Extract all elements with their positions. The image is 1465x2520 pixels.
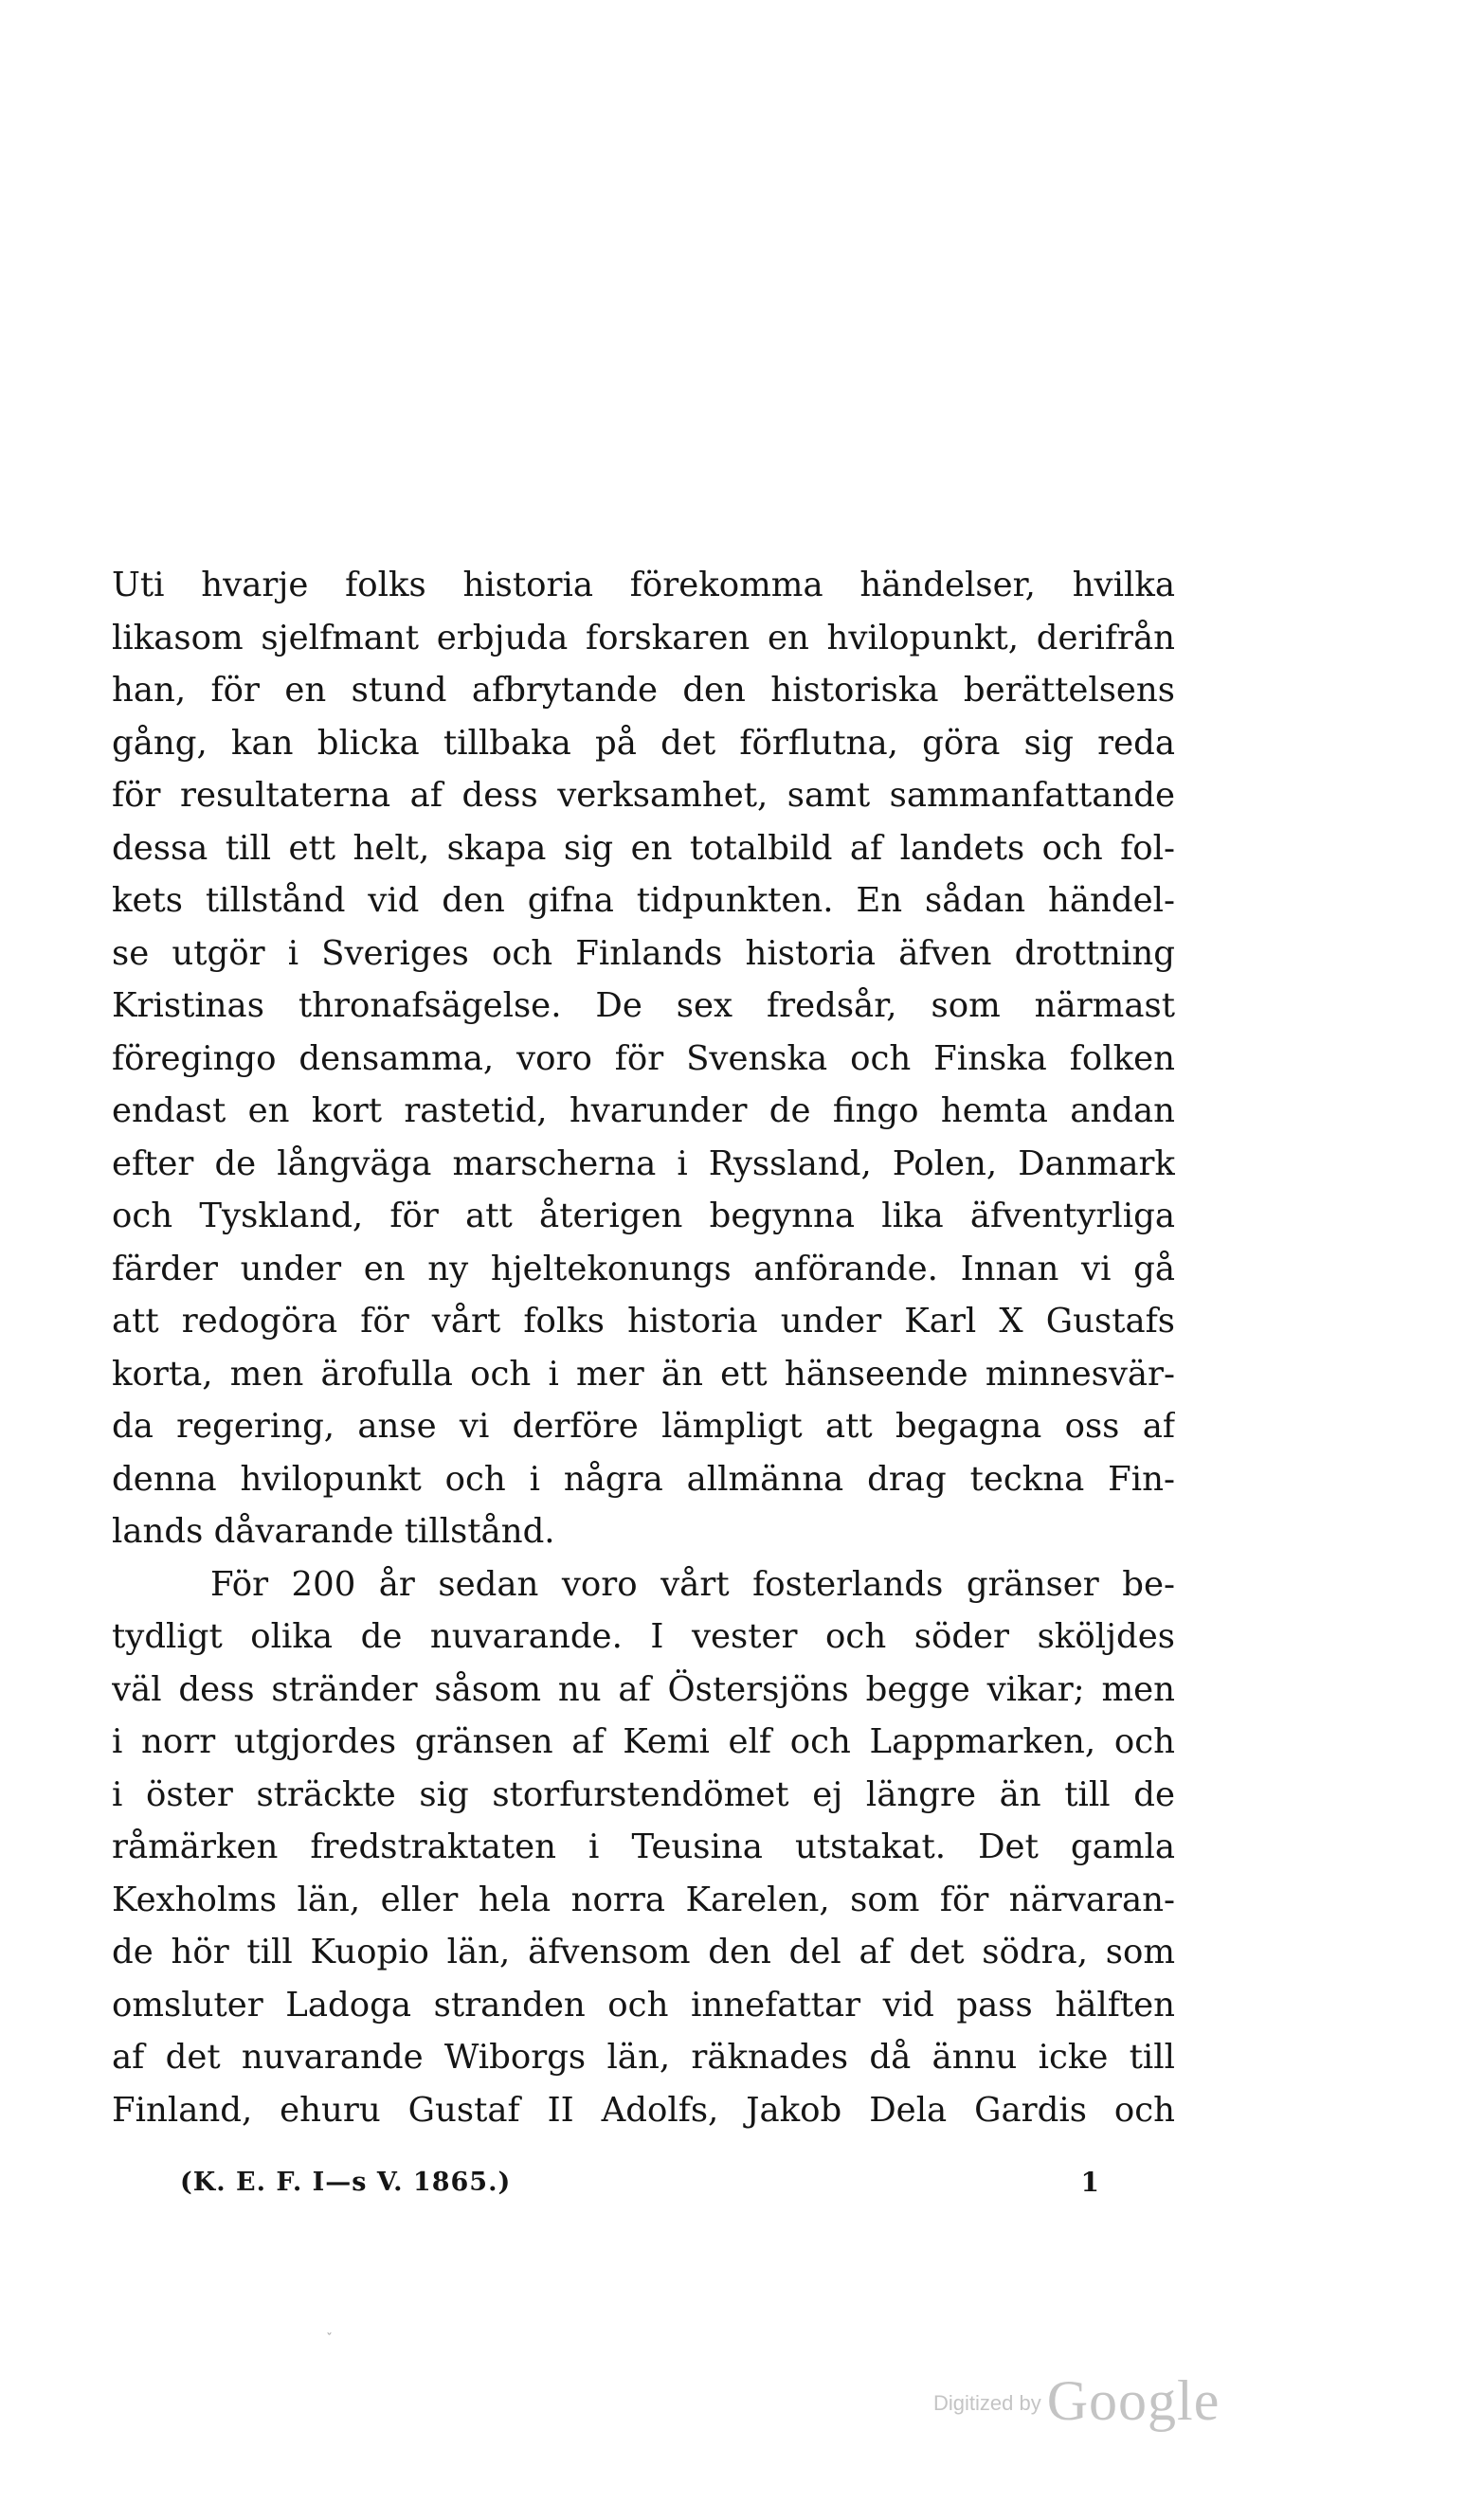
- text-line: han, för en stund afbrytande den historiska berättelsens: [112, 671, 1175, 710]
- text-line: de hör till Kuopio län, äfvensom den del af det södra, som: [112, 1933, 1175, 1971]
- text-line: väl dess stränder såsom nu af Östersjöns begge vikar; men: [112, 1669, 1175, 1709]
- text-line: i öster sträckte sig storfurstendömet ej längre än till de: [112, 1774, 1175, 1814]
- page-number: 1: [1080, 2167, 1099, 2198]
- text-line: likasom sjelfmant erbjuda forskaren en hvilopunkt, derifrån: [112, 618, 1175, 657]
- text-line: Finland, ehuru Gustaf II Adolfs, Jakob Dela Gardis och: [112, 2090, 1175, 2130]
- text-line: se utgör i Sveriges och Finlands historia äfven drottning: [112, 933, 1175, 973]
- text-line: da regering, anse vi derföre lämpligt att begagna oss af: [112, 1407, 1175, 1446]
- page-footer: [180, 2162, 1099, 2204]
- text-line: råmärken fredstraktaten i Teusina utstakat. Det gamla: [112, 1827, 1175, 1866]
- body-text: [112, 559, 1175, 2136]
- text-line: För 200 år sedan voro vårt fosterlands gränser be-: [210, 1564, 1175, 1604]
- text-line: endast en kort rastetid, hvarunder de fingo hemta andan: [112, 1091, 1175, 1130]
- text-line: föregingo densamma, voro för Svenska och Finska folken: [112, 1038, 1175, 1078]
- text-line: i norr utgjordes gränsen af Kemi elf och Lappmarken, och: [112, 1722, 1175, 1761]
- text-line: att redogöra för vårt folks historia under Karl X Gustafs: [112, 1302, 1175, 1341]
- text-line: gång, kan blicka tillbaka på det förflutna, göra sig reda: [112, 723, 1175, 763]
- text-line: denna hvilopunkt och i några allmänna drag teckna Fin-: [112, 1459, 1175, 1499]
- scan-speck: ˇ: [326, 2331, 333, 2347]
- text-line: för resultaterna af dess verksamhet, samt sammanfattande: [112, 776, 1175, 815]
- watermark-caption: Digitized by: [933, 2391, 1041, 2415]
- text-line: Uti hvarje folks historia förekomma händelser, hvilka: [112, 566, 1175, 604]
- text-line: af det nuvarande Wiborgs län, räknades då ännu icke till: [112, 2038, 1175, 2077]
- digitized-watermark: [933, 2368, 1220, 2444]
- text-line: färder under en ny hjeltekonungs anförande. Innan vi gå: [112, 1249, 1175, 1288]
- text-line: tydligt olika de nuvarande. I vester och söder sköljdes: [112, 1617, 1175, 1656]
- text-line: Kristinas thronafsägelse. De sex fredsår, som närmast: [112, 986, 1175, 1025]
- text-line: och Tyskland, för att återigen begynna lika äfventyrliga: [112, 1197, 1175, 1235]
- text-line: dessa till ett helt, skapa sig en totalbild af landets och fol-: [112, 828, 1175, 868]
- google-logo: Google: [1046, 2369, 1221, 2432]
- text-line: lands dåvarande tillstånd.: [112, 1512, 555, 1551]
- text-line: korta, men ärofulla och i mer än ett hänseende minnesvär-: [112, 1354, 1175, 1394]
- text-line: Kexholms län, eller hela norra Karelen, som för närvaran-: [112, 1880, 1175, 1919]
- text-line: efter de långväga marscherna i Ryssland, Polen, Danmark: [112, 1143, 1175, 1183]
- signature-mark: (K. E. F. I—s V. 1865.): [180, 2168, 512, 2197]
- text-line: kets tillstånd vid den gifna tidpunkten. En sådan händel-: [112, 881, 1175, 920]
- text-line: omsluter Ladoga stranden och innefattar vid pass hälften: [112, 1985, 1175, 2025]
